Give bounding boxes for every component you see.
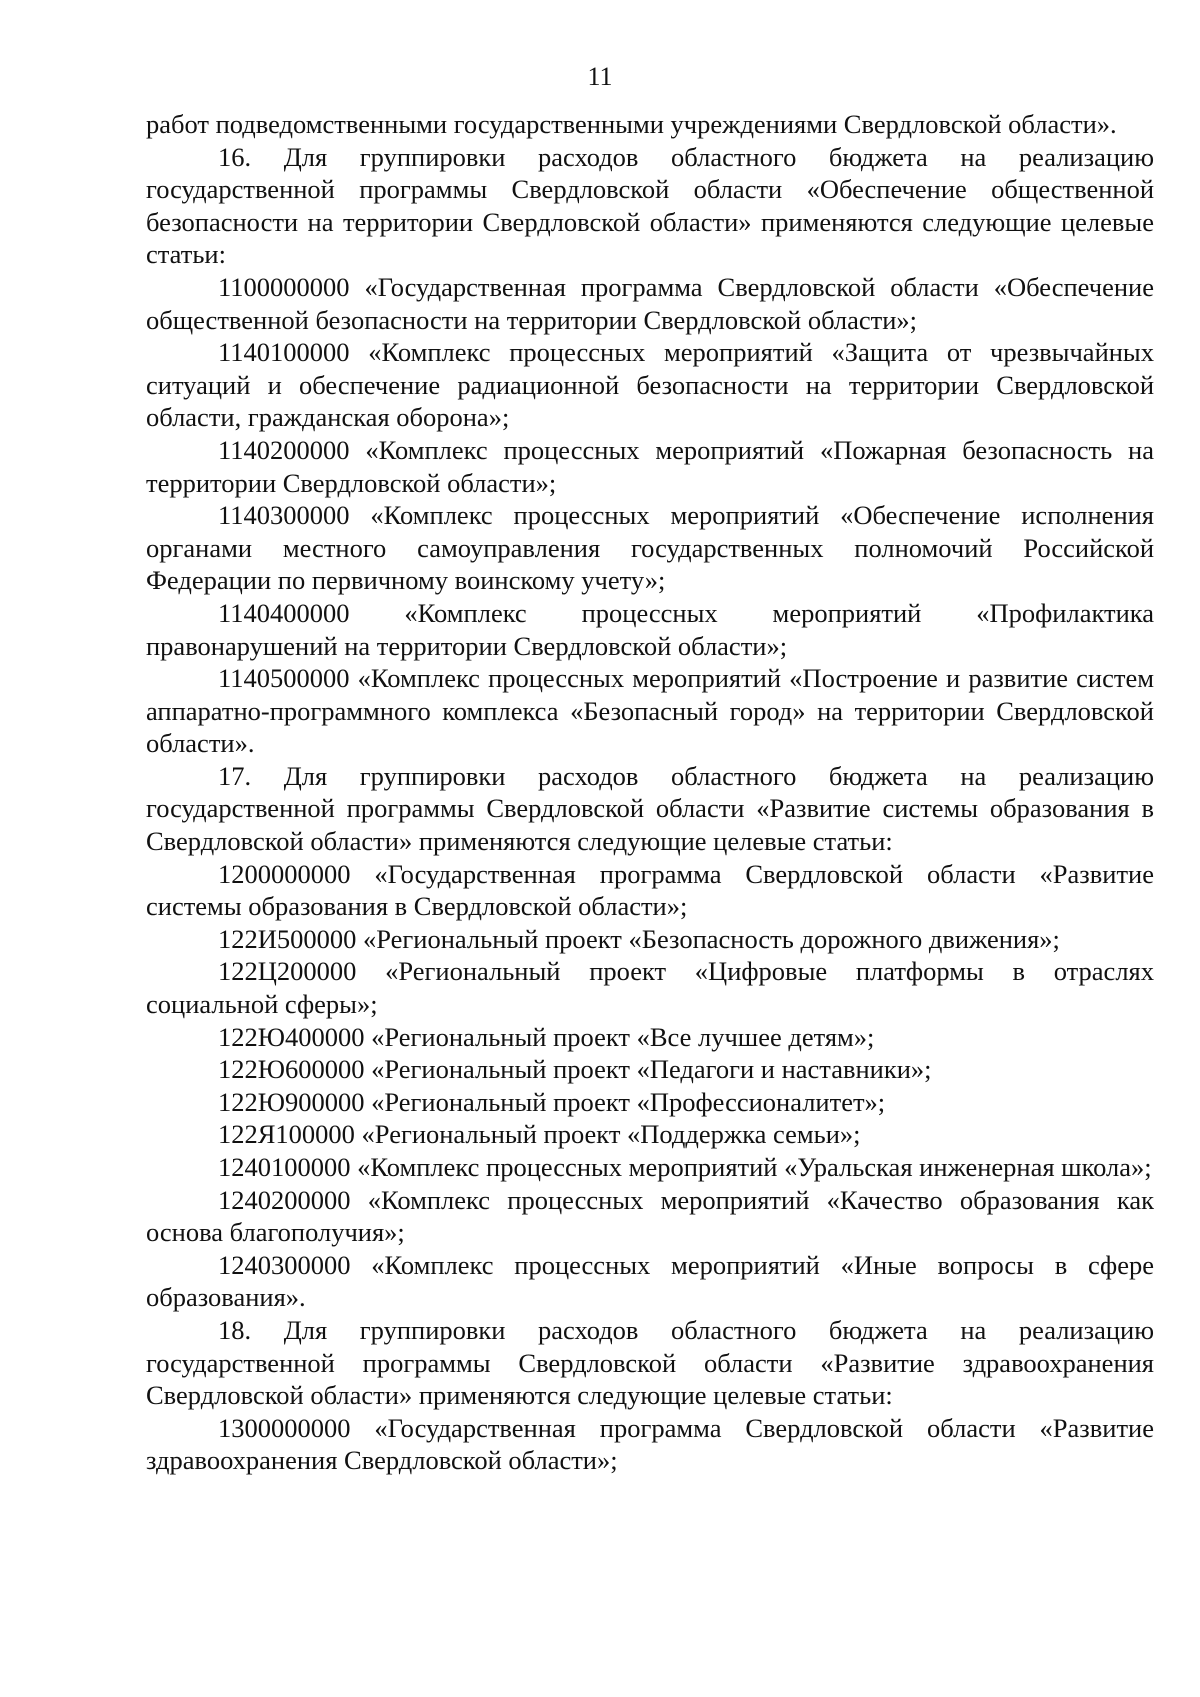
paragraph: 122Ю600000 «Региональный проект «Педагоги и наставники»;	[218, 1054, 932, 1085]
paragraph: 18. Для группировки расходов областного бюджета на реализацию государственной программы Свердловской области «Развитие здравоохранения Свердловской области» применяются следующие целевые статьи:	[146, 1314, 1154, 1411]
paragraph: 122Я100000 «Региональный проект «Поддержка семьи»;	[218, 1119, 861, 1150]
paragraph: 1300000000 «Государственная программа Свердловской области «Развитие здравоохранения Свердловской области»;	[146, 1412, 1154, 1476]
paragraph: 1240300000 «Комплекс процессных мероприятий «Иные вопросы в сфере образования».	[146, 1249, 1154, 1313]
paragraph: 1140500000 «Комплекс процессных мероприятий «Построение и развитие систем аппаратно-программного комплекса «Безопасный город» на территории Свердловской области».	[146, 663, 1154, 759]
paragraph: 122Ю900000 «Региональный проект «Профессионалитет»;	[218, 1086, 886, 1117]
paragraph: 122Ц200000 «Региональный проект «Цифровые платформы в отраслях социальной сферы»;	[146, 956, 1154, 1020]
paragraph: 1240100000 «Комплекс процессных мероприятий «Уральская инженерная школа»;	[218, 1152, 1152, 1182]
paragraph: работ подведомственными государственными учреждениями Свердловской области».	[146, 109, 1117, 139]
paragraph: 122Ю400000 «Региональный проект «Все лучшее детям»;	[218, 1021, 875, 1052]
paragraph: 1240200000 «Комплекс процессных мероприятий «Качество образования как основа благополучия»;	[146, 1184, 1154, 1248]
paragraph: 122И500000 «Региональный проект «Безопасность дорожного движения»;	[218, 923, 1060, 954]
paragraph: 1140400000 «Комплекс процессных мероприятий «Профилактика правонарушений на территории Свердловской области»;	[146, 597, 1154, 661]
document-body	[146, 108, 1154, 1477]
paragraph: 17. Для группировки расходов областного бюджета на реализацию государственной программы Свердловской области «Развитие системы образования в Свердловской области» применяются следующие целевые статьи:	[146, 760, 1154, 857]
paragraph: 1200000000 «Государственная программа Свердловской области «Развитие системы образования в Свердловской области»;	[146, 858, 1154, 922]
paragraph: 1140300000 «Комплекс процессных мероприятий «Обеспечение исполнения органами местного самоуправления государственных полномочий Российской Федерации по первичному воинскому учету»;	[146, 500, 1154, 596]
page-number: 11	[587, 62, 613, 91]
paragraph: 1140100000 «Комплекс процессных мероприятий «Защита от чрезвычайных ситуаций и обеспечение радиационной безопасности на территории Свердловской области, гражданская оборона»;	[146, 337, 1154, 433]
paragraph: 1100000000 «Государственная программа Свердловской области «Обеспечение общественной безопасности на территории Свердловской области»;	[146, 271, 1154, 335]
paragraph: 16. Для группировки расходов областного бюджета на реализацию государственной программы Свердловской области «Обеспечение общественной безопасности на территории Свердловской области» применяются следующие целевые статьи:	[146, 141, 1154, 270]
paragraph: 1140200000 «Комплекс процессных мероприятий «Пожарная безопасность на территории Свердловской области»;	[146, 434, 1154, 498]
